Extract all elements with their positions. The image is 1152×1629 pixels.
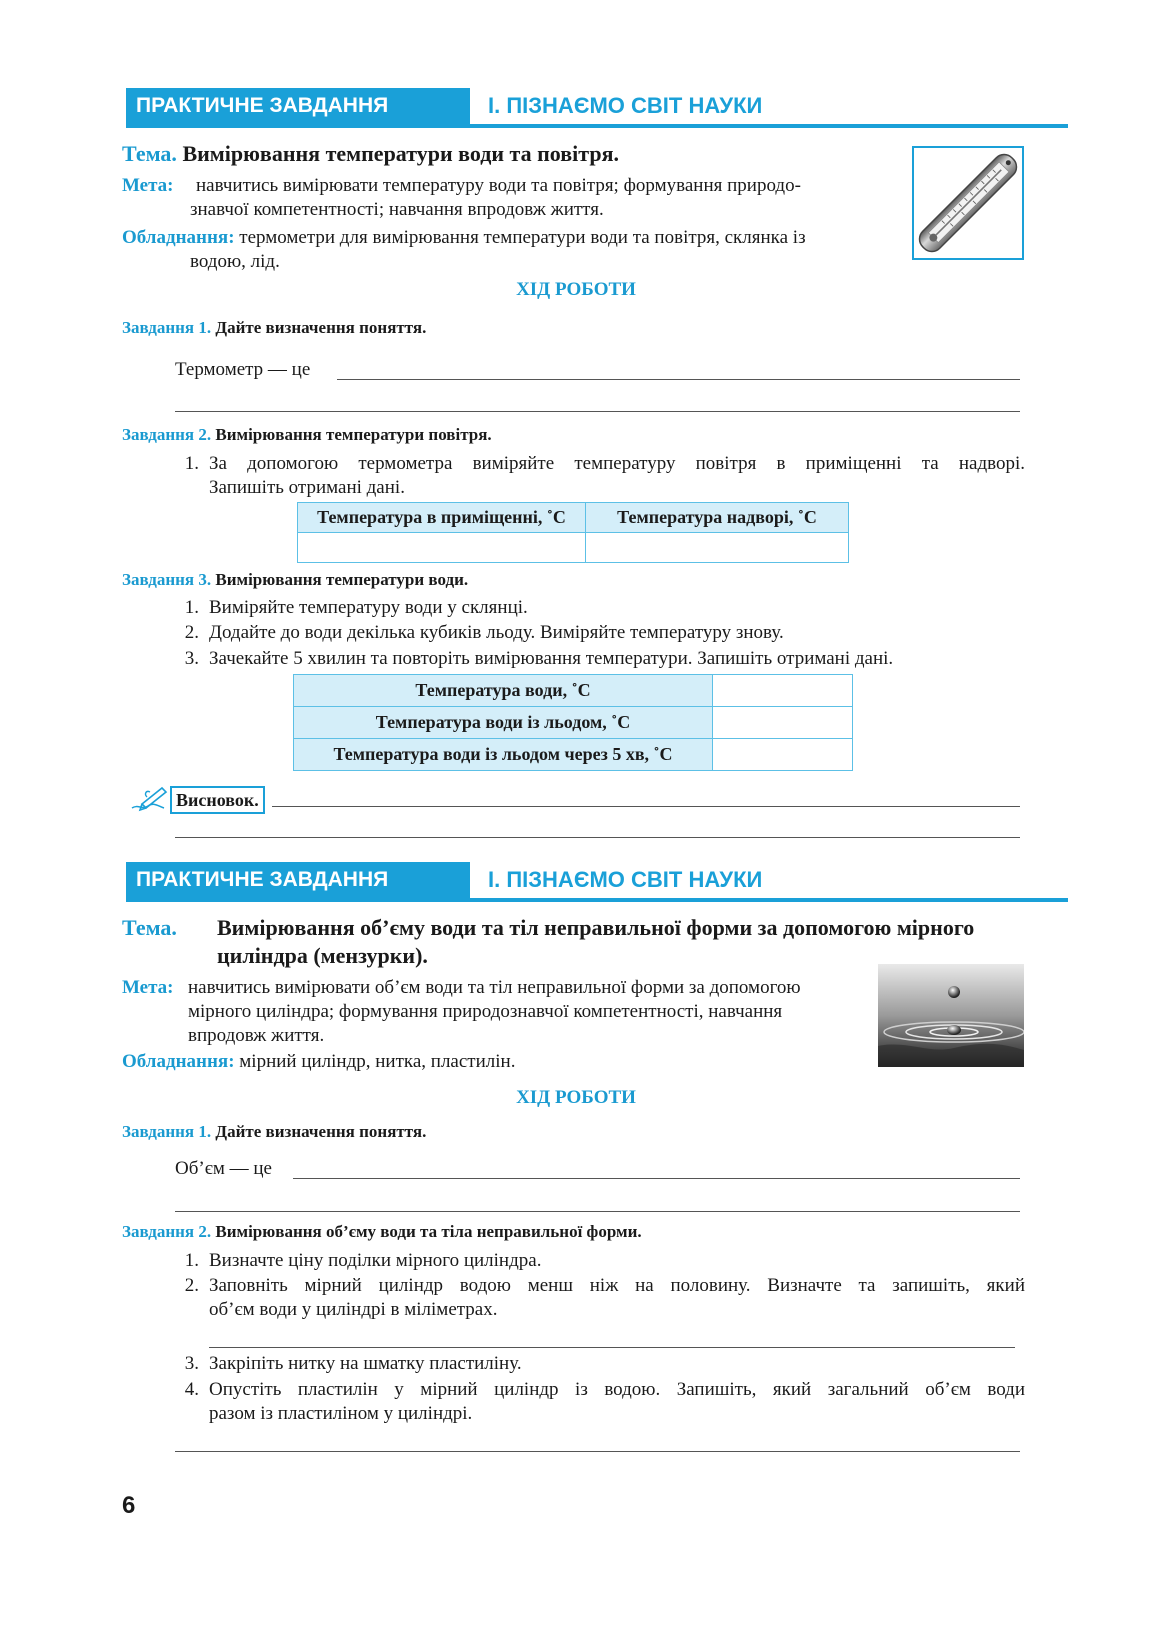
list-item xyxy=(175,1352,1025,1376)
list-text: разом із пластиліном у циліндрі. xyxy=(209,1403,473,1424)
section1-task3-title: Вимірювання температури води. xyxy=(215,570,469,589)
water-temperature-table xyxy=(293,674,853,771)
list-text: Додайте до води декілька кубиків льоду. Виміряйте температуру знову. xyxy=(209,622,784,643)
table-header-cell: Температура в приміщенні, ˚С xyxy=(298,503,586,533)
section2-task1-prompt: Об’єм — це xyxy=(175,1158,272,1179)
list-number: 2. xyxy=(184,1275,199,1296)
section1-meta-line1: навчитись вимірювати температуру води та повітря; формування природо- xyxy=(196,175,801,196)
air-temperature-table xyxy=(297,502,849,563)
page-number: 6 xyxy=(122,1492,136,1519)
list-item xyxy=(175,1274,1025,1322)
section2-meta-line2: мірного циліндра; формування природознавчої компетентності, навчання xyxy=(188,1001,783,1022)
list-text: За допомогою термометра виміряйте температуру повітря в приміщенні та надворі. xyxy=(209,453,1025,474)
list-number: 1. xyxy=(184,597,199,618)
table-input-cell[interactable] xyxy=(713,675,853,707)
list-item xyxy=(175,647,1025,671)
list-number: 3. xyxy=(184,1353,199,1374)
answer-line[interactable] xyxy=(175,411,1020,412)
table-header-cell: Температура надворі, ˚С xyxy=(586,503,849,533)
section2-equipment xyxy=(122,1050,515,1074)
section1-task1-label: Завдання 1. xyxy=(122,318,212,337)
section1-equip-line1: термометри для вимірювання температури води та повітря, склянка із xyxy=(239,227,806,248)
section2-tema xyxy=(122,914,1022,968)
list-number: 1. xyxy=(184,453,199,474)
section2-task1-title: Дайте визначення поняття. xyxy=(215,1122,427,1141)
section1-procedure-heading: ХІД РОБОТИ xyxy=(516,279,636,300)
section1-banner-right: І. ПІЗНАЄМО СВІТ НАУКИ xyxy=(488,93,763,118)
section1-equip-line2: водою, лід. xyxy=(190,251,280,272)
section2-meta-label: Мета: xyxy=(122,977,174,998)
section1-task1-prompt: Термометр — це xyxy=(175,359,311,380)
section2-banner-left: ПРАКТИЧНЕ ЗАВДАННЯ xyxy=(126,862,470,898)
list-number: 3. xyxy=(184,648,199,669)
section1-banner xyxy=(126,88,1068,128)
list-item xyxy=(175,621,1025,645)
section2-procedure-heading: ХІД РОБОТИ xyxy=(516,1087,636,1108)
answer-line[interactable] xyxy=(272,806,1020,807)
section2-task1-label: Завдання 1. xyxy=(122,1122,212,1141)
answer-line[interactable] xyxy=(209,1347,1015,1348)
section1-banner-left: ПРАКТИЧНЕ ЗАВДАННЯ xyxy=(126,88,470,124)
table-input-cell[interactable] xyxy=(713,739,853,771)
thermometer-icon xyxy=(914,148,1022,258)
answer-line[interactable] xyxy=(175,1211,1020,1212)
section1-task1-title: Дайте визначення поняття. xyxy=(215,318,427,337)
section1-task2-item xyxy=(175,452,1025,500)
list-number: 1. xyxy=(184,1250,199,1271)
list-number: 4. xyxy=(184,1379,199,1400)
section1-task2 xyxy=(122,425,492,445)
section2-equip-text: мірний циліндр, нитка, пластилін. xyxy=(239,1051,516,1072)
list-text: Заповніть мірний циліндр водою менш ніж на половину. Визначте та запишіть, який xyxy=(209,1275,1025,1296)
list-item xyxy=(175,1378,1025,1426)
thermometer-image xyxy=(912,146,1024,260)
section1-task3 xyxy=(122,570,468,590)
section2-task2 xyxy=(122,1222,642,1242)
conclusion-label: Висновок. xyxy=(170,786,265,814)
section2-tema-label: Тема. xyxy=(122,915,177,940)
list-text: Опустіть пластилін у мірний циліндр із водою. Запишіть, який загальний об’єм води xyxy=(209,1379,1025,1400)
list-text: Запишіть отримані дані. xyxy=(209,477,405,498)
list-text: об’єм води у циліндрі в міліметрах. xyxy=(209,1299,498,1320)
section2-banner xyxy=(126,862,1068,902)
section2-meta-line1: навчитись вимірювати об’єм води та тіл неправильної форми за допомогою xyxy=(188,977,801,998)
section1-equip-label: Обладнання: xyxy=(122,227,235,248)
section2-task2-label: Завдання 2. xyxy=(122,1222,212,1241)
section1-tema-label: Тема. xyxy=(122,141,177,166)
answer-line[interactable] xyxy=(337,379,1020,380)
section1-meta-label: Мета: xyxy=(122,175,174,196)
section1-meta xyxy=(122,174,892,220)
list-text: Виміряйте температуру води у склянці. xyxy=(209,597,528,618)
answer-line[interactable] xyxy=(175,1451,1020,1452)
list-text: Визначте ціну поділки мірного циліндра. xyxy=(209,1250,542,1271)
table-header-cell: Температура води, ˚С xyxy=(294,675,713,707)
section2-tema-line2: циліндра (мензурки). xyxy=(217,943,428,968)
answer-line[interactable] xyxy=(175,837,1020,838)
list-item xyxy=(175,596,1025,620)
section2-banner-right: І. ПІЗНАЄМО СВІТ НАУКИ xyxy=(488,867,763,892)
table-header-cell: Температура води із льодом через 5 хв, ˚С xyxy=(294,739,713,771)
table-input-cell[interactable] xyxy=(586,533,849,563)
table-input-cell[interactable] xyxy=(713,707,853,739)
section1-meta-line2: знавчої компетентності; навчання впродовж життя. xyxy=(190,199,604,220)
section2-meta xyxy=(122,976,862,1046)
pen-writing-icon xyxy=(128,784,170,812)
section1-task2-title: Вимірювання температури повітря. xyxy=(215,425,492,444)
answer-line[interactable] xyxy=(293,1178,1020,1179)
water-drop-image xyxy=(878,964,1024,1067)
section2-meta-line3: впродовж життя. xyxy=(188,1025,325,1046)
table-input-cell[interactable] xyxy=(298,533,586,563)
section2-task1 xyxy=(122,1122,426,1142)
section1-tema-text: Вимірювання температури води та повітря. xyxy=(182,141,619,166)
section1-task3-label: Завдання 3. xyxy=(122,570,212,589)
table-header-cell: Температура води із льодом, ˚С xyxy=(294,707,713,739)
list-item xyxy=(175,1249,1025,1273)
section2-equip-label: Обладнання: xyxy=(122,1051,235,1072)
water-drop-icon xyxy=(878,964,1024,1067)
section1-task2-label: Завдання 2. xyxy=(122,425,212,444)
section1-task1 xyxy=(122,318,426,338)
section2-tema-line1: Вимірювання об’єму води та тіл неправильної форми за допомогою мірного xyxy=(217,915,975,940)
section2-task2-title: Вимірювання об’єму води та тіла неправильної форми. xyxy=(215,1222,642,1241)
section1-tema xyxy=(122,140,619,168)
list-text: Зачекайте 5 хвилин та повторіть вимірювання температури. Запишіть отримані дані. xyxy=(209,648,894,669)
section1-equipment xyxy=(122,226,892,272)
list-text: Закріпіть нитку на шматку пластиліну. xyxy=(209,1353,522,1374)
list-number: 2. xyxy=(184,622,199,643)
